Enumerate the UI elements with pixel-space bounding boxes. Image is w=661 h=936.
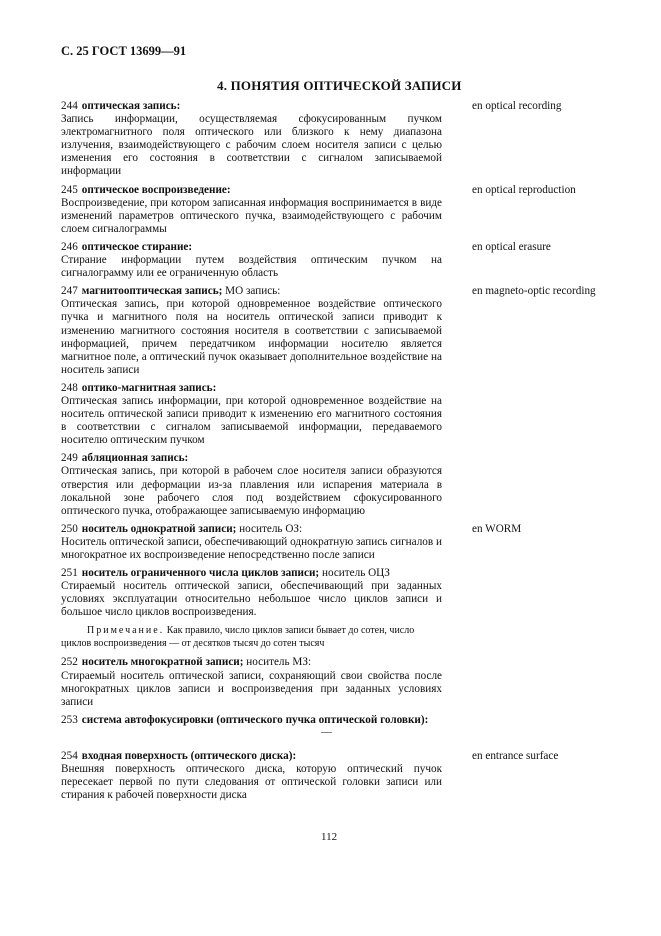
entry-term: система автофокусировки (оптического пучка оптической головки): — [81, 713, 429, 726]
entry-number: 250 — [61, 522, 78, 535]
entry-definition: Оптическая запись информации, при которой одновременное воздействие на носитель оптической записи приводит к изменению его магнитного состояния в соответствии с сигналом записываемой информации, передаваемого носителю оптическим пучком — [61, 394, 442, 447]
entry-term: носитель ограниченного числа циклов записи; — [81, 567, 320, 580]
term-entry-249 — [61, 452, 616, 517]
entry-english-equivalent: en optical erasure — [472, 240, 551, 253]
entry-term: абляционная запись: — [81, 452, 189, 465]
entry-number: 247 — [61, 285, 78, 298]
entry-definition: Оптическая запись, при которой в рабочем слое носителя записи образуются отверстия или деформации из-за плавления или испарения материала в локальной зоне рабочего слоя под воздействием сфокусированного оптического пучка, отображающее записываемую информацию — [61, 465, 442, 517]
note-251 — [61, 624, 442, 650]
entry-english-equivalent: en magneto-optic recording — [472, 285, 596, 298]
entry-term-line — [61, 100, 442, 113]
entry-term-line — [61, 567, 442, 580]
entry-term-line — [61, 184, 442, 197]
entry-term: оптико-магнитная запись: — [81, 381, 217, 394]
entry-number: 249 — [61, 452, 78, 465]
entry-term: входная поверхность (оптического диска): — [81, 749, 297, 762]
entry-number: 253 — [61, 713, 78, 726]
entry-english-equivalent: en optical recording — [472, 100, 562, 112]
entry-body — [61, 241, 442, 280]
entry-term: носитель многократной записи; — [81, 656, 244, 669]
entry-number: 246 — [61, 240, 78, 253]
entry-term-line — [61, 452, 442, 465]
entry-term: магнитооптическая запись; — [81, 285, 223, 298]
entry-body — [61, 714, 461, 727]
note-label: Примечание. — [87, 625, 165, 637]
entry-term-line — [61, 382, 442, 395]
entry-definition: Запись информации, осуществляемая сфокусированным пучком электромагнитного поля оптического или близкого к нему диапазона излучения, взаимодействующего с рабочим слоем носителя записи с целью изменения его состояния в соответствии с сигналом записываемой информации — [61, 113, 442, 178]
document-header: С. 25 ГОСТ 13699—91 — [61, 44, 187, 58]
term-entry-252 — [61, 656, 616, 708]
term-entry-244 — [61, 100, 616, 179]
entry-body — [61, 452, 442, 517]
term-entry-253 — [61, 714, 616, 727]
entry-definition: Внешняя поверхность оптического диска, которую оптический пучок пересекает первой по пути следования от оптической головки записи или стирания к рабочей поверхности диска — [61, 763, 442, 802]
entry-term-line — [61, 241, 442, 254]
entry-term: оптическая запись: — [81, 100, 181, 112]
entry-term-line — [61, 285, 442, 298]
entry-term-line — [61, 750, 442, 763]
entry-body — [61, 567, 442, 619]
entry-number: 252 — [61, 656, 78, 669]
entry-body — [61, 382, 442, 447]
term-entry-250 — [61, 523, 616, 562]
entry-definition: Стирание информации путем воздействия оптическим пучком на сигналограмму или ее ограниченную область — [61, 254, 442, 280]
entry-term: носитель однократной записи; — [81, 522, 237, 535]
entry-definition: Воспроизведение, при котором записанная информация воспринимается в виде изменений параметров оптического пучка, взаимодействующего с рабочим слоем сигналограммы — [61, 196, 442, 235]
entry-body — [61, 523, 442, 562]
entry-definition: Оптическая запись, при которой одновременное воздействие оптического пучка и магнитного поля на носитель оптической записи приводит к изменению магнитного состояния носителя в соответствии с записываемой информацией, причем передатчиком информации носителю является магнитное поле, а оптический пучок оказывает дополнительное воздействие на носитель записи — [61, 298, 442, 376]
entry-body — [61, 100, 442, 179]
entry-english-equivalent — [472, 382, 604, 447]
entry-number: 248 — [61, 381, 78, 394]
entry-definition: Стираемый носитель оптической записи, сохраняющий свои свойства после многократных циклов записи и воспроизведения при заданных условиях записи — [61, 669, 442, 708]
entry-definition: Стираемый носитель оптической записи, обеспечивающий при заданных условиях эксплуатации относительно небольшое число циклов записи и большое число циклов воспроизведения. — [61, 580, 442, 619]
entry-term-line — [61, 656, 442, 669]
entry-english-equivalent: en optical reproduction — [472, 183, 576, 196]
entry-body — [61, 285, 442, 377]
term-entry-254 — [61, 750, 616, 802]
entry-body — [61, 184, 442, 236]
entry-term-line — [61, 523, 442, 536]
entry-term: оптическое воспроизведение: — [81, 183, 231, 196]
entry-number: 245 — [61, 183, 78, 196]
entry-english-equivalent — [472, 656, 604, 708]
entry-body — [61, 750, 442, 802]
entry-term-abbreviation: МО запись: — [222, 285, 281, 298]
terms-list — [61, 100, 616, 807]
term-entry-251 — [61, 567, 616, 619]
entry-term-abbreviation: носитель ОЗ: — [236, 522, 303, 535]
page-number: 112 — [321, 831, 338, 843]
entry-english-equivalent — [472, 567, 604, 619]
entry-english-equivalent: en WORM — [472, 522, 522, 535]
term-entry-245 — [61, 184, 616, 236]
entry-definition: Носитель оптической записи, обеспечивающий однократную запись сигналов и многократное их воспроизведение непосредственно после записи — [61, 535, 442, 561]
entry-number: 244 — [61, 100, 78, 112]
entry-number: 254 — [61, 749, 78, 762]
entry-english-equivalent — [472, 452, 604, 517]
section-title: 4. ПОНЯТИЯ ОПТИЧЕСКОЙ ЗАПИСИ — [217, 78, 462, 93]
entry-body — [61, 656, 442, 708]
note-text: Как правило, число циклов записи бывает до сотен, число циклов воспроизведения — от десятков тысяч до сотен тысяч — [61, 625, 415, 650]
entry-term-abbreviation: носитель ОЦЗ — [319, 567, 390, 580]
entry-term: оптическое стирание: — [81, 240, 193, 253]
entry-english-equivalent: en entrance surface — [472, 749, 559, 762]
term-entry-246 — [61, 241, 616, 280]
entry-dash: — — [321, 725, 332, 738]
term-entry-247 — [61, 285, 616, 377]
entry-term-abbreviation: носитель МЗ: — [243, 656, 312, 669]
entry-term-line — [61, 714, 461, 727]
term-entry-248 — [61, 382, 616, 447]
entry-number: 251 — [61, 567, 78, 580]
